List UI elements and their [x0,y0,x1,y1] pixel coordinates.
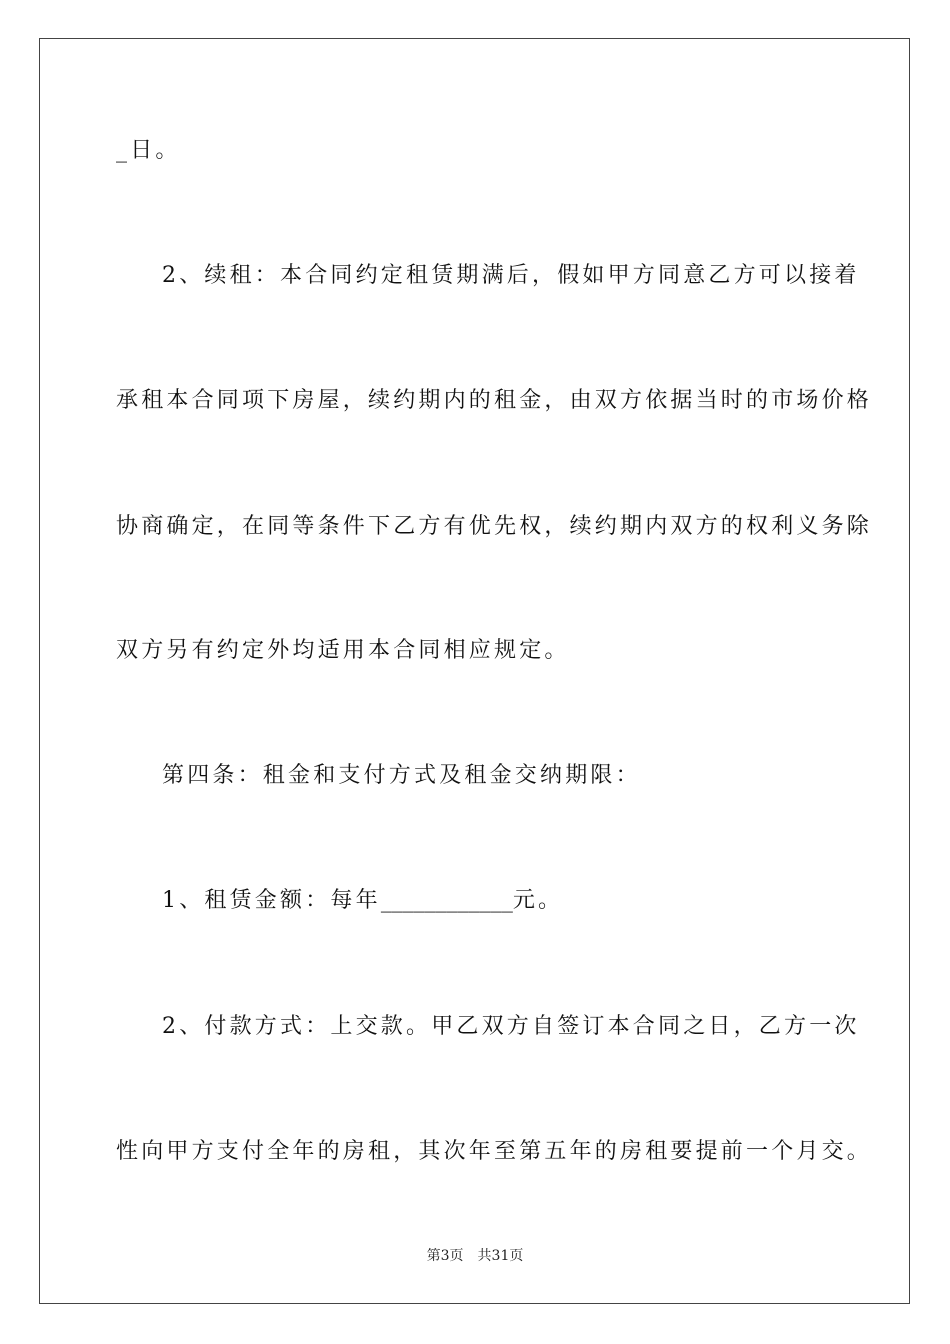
fill-in-blank: ____________ [380,888,513,913]
text-line: 承租本合同项下房屋，续约期内的租金，由双方依据当时的市场价格 [116,388,873,413]
page-total: 共31页 [477,1248,524,1264]
text-segment: 1、租赁金额：每年 [162,888,381,913]
page-number: 第3页 [426,1248,464,1264]
page-frame [39,38,910,1304]
text-line: 协商确定，在同等条件下乙方有优先权，续约期内双方的权利义务除 [116,514,873,539]
text-line: 双方另有约定外均适用本合同相应规定。 [116,638,570,663]
text-line: 2、付款方式：上交款。甲乙双方自签订本合同之日，乙方一次 [162,1014,860,1039]
text-line: 性向甲方支付全年的房租，其次年至第五年的房租要提前一个月交。 [116,1139,873,1164]
text-line: 2、续租：本合同约定租赁期满后，假如甲方同意乙方可以接着 [162,263,860,288]
text-segment: 元。 [512,888,564,913]
text-line-with-blank [162,886,563,916]
page-footer [0,1246,950,1266]
text-line: _日。 [116,138,181,163]
section-heading: 第四条：租金和支付方式及租金交纳期限： [162,763,641,788]
